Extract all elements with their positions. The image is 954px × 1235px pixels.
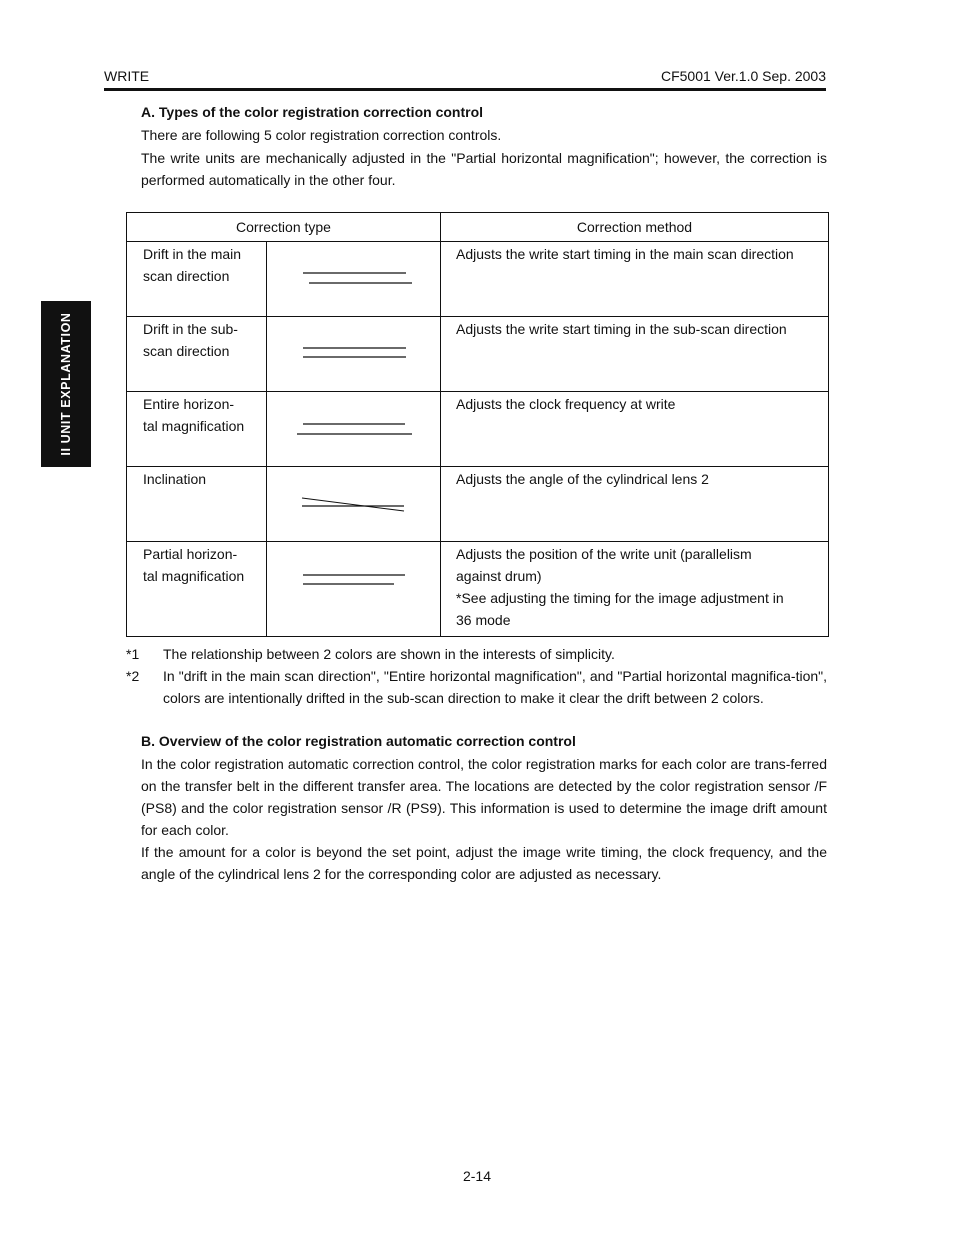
section-a-title: A. Types of the color registration correction control bbox=[141, 104, 484, 120]
horizontal-magnification-illustration bbox=[267, 392, 441, 467]
sub-scan-drift-illustration bbox=[267, 317, 441, 392]
correction-method-cell: Adjusts the angle of the cylindrical lens 2 bbox=[441, 467, 829, 542]
correction-table bbox=[126, 212, 829, 637]
header-doc-ref: CF5001 Ver.1.0 Sep. 2003 bbox=[660, 68, 826, 84]
table-row bbox=[127, 467, 829, 542]
section-b-para-1: In the color registration automatic correction control, the color registration marks for each color are trans-ferred on the transfer belt in the different transfer area. The locations are detected by the color registration sensor /F (PS8) and the color registration sensor /R (PS9). This information is used to determine the image drift amount for each color. bbox=[141, 756, 827, 838]
section-a-para-1: There are following 5 color registration correction controls. bbox=[141, 127, 502, 143]
table-header-row bbox=[127, 213, 829, 242]
table-row bbox=[127, 317, 829, 392]
correction-type-cell: Inclination bbox=[127, 467, 267, 542]
table-row bbox=[127, 542, 829, 637]
table-row bbox=[127, 392, 829, 467]
side-tab bbox=[41, 301, 91, 467]
header-correction-method: Correction method bbox=[441, 213, 829, 242]
correction-type-cell: Drift in the main scan direction bbox=[127, 242, 267, 317]
main-scan-drift-illustration bbox=[267, 242, 441, 317]
correction-method-cell: Adjusts the position of the write unit (parallelism against drum) *See adjusting the timing for the image adjustment in 36 mode bbox=[441, 542, 829, 637]
correction-method-cell: Adjusts the write start timing in the sub-scan direction bbox=[441, 317, 829, 392]
footnote-2: *2 In "drift in the main scan direction", "Entire horizontal magnification", and "Partial horizontal magnifica-tion", colors are intentionally drifted in the sub-scan direction to make it clear the drift between 2 colors. bbox=[126, 668, 827, 706]
table-row bbox=[127, 242, 829, 317]
correction-type-cell: Partial horizon- tal magnification bbox=[127, 542, 267, 637]
section-a-para-2: The write units are mechanically adjusted in the "Partial horizontal magnification"; however, the correction is performed automatically in the other four. bbox=[141, 150, 827, 188]
correction-type-cell: Drift in the sub- scan direction bbox=[127, 317, 267, 392]
correction-method-cell: Adjusts the write start timing in the main scan direction bbox=[441, 242, 829, 317]
footnote-1: *1 The relationship between 2 colors are shown in the interests of simplicity. bbox=[126, 646, 615, 662]
correction-method-cell: Adjusts the clock frequency at write bbox=[441, 392, 829, 467]
header-section: WRITE bbox=[104, 68, 150, 84]
section-b-title: B. Overview of the color registration automatic correction control bbox=[141, 733, 576, 749]
header-rule bbox=[104, 88, 826, 91]
correction-type-cell: Entire horizon- tal magnification bbox=[127, 392, 267, 467]
partial-magnification-illustration bbox=[267, 542, 441, 637]
page-number: 2-14 bbox=[462, 1168, 492, 1184]
inclination-illustration bbox=[267, 467, 441, 542]
section-b-para-2: If the amount for a color is beyond the set point, adjust the image write timing, the clock frequency, and the angle of the cylindrical lens 2 for the corresponding color are adjusted as necessary. bbox=[141, 844, 827, 882]
header-correction-type: Correction type bbox=[127, 213, 441, 242]
side-tab-label: II UNIT EXPLANATION bbox=[59, 312, 73, 456]
